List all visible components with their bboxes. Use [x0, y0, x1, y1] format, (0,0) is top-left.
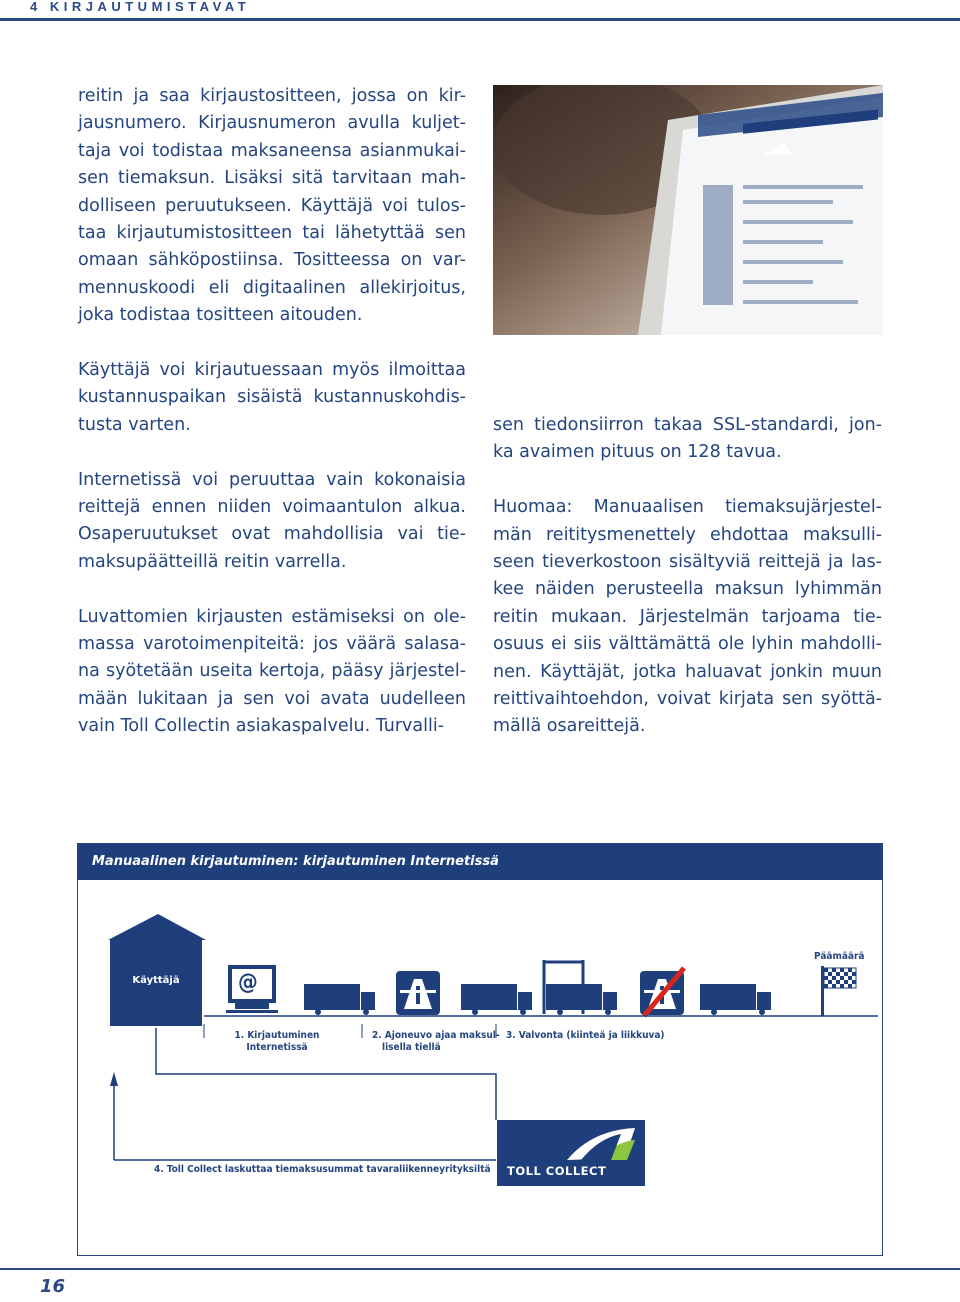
text-line: nen. Käyttäjät, jotka haluavat jonkin muun [493, 661, 882, 682]
step-3-label: 3. Valvonta (kiinteä ja liikkuva) [506, 1030, 665, 1041]
motorway-end-sign-icon [640, 968, 684, 1016]
text-line: maksupäätteillä reitin varrella. [78, 551, 347, 572]
text-line: mällä osareittejä. [493, 716, 646, 737]
step-2-label: 2. Ajoneuvo ajaa maksul- lisella tiellä [372, 1030, 500, 1053]
text-line: kustannuspaikan sisäistä kustannuskohdis- [78, 387, 466, 408]
footer-divider [0, 1268, 960, 1270]
text-line: reitin ja saa kirjaustositteen, jossa on kir- [78, 86, 466, 106]
text-line: seen tieverkostoon sisältyviä reittejä ja las- [493, 552, 882, 573]
text-line: sen tiedonsiirron takaa SSL-standardi, jon- [493, 415, 882, 435]
page-header [0, 0, 960, 16]
destination-label: Päämäärä [814, 951, 865, 962]
monitor-illustration [493, 85, 883, 335]
text-line: Huomaa: Manuaalisen tiemaksujärjestel- [493, 497, 882, 518]
paragraph [78, 357, 466, 439]
text-line: mään lukitaan ja sen voi avata uudelleen [78, 688, 466, 709]
text-line: Käyttäjä voi kirjautuessaan myös ilmoittaa [78, 360, 466, 381]
text-line: joka todistaa tositteen aitouden. [78, 305, 363, 326]
motorway-sign-icon [396, 971, 440, 1015]
finish-flag-icon [821, 966, 856, 1016]
user-label: Käyttäjä [132, 975, 180, 986]
text-line: kee näiden perusteella maksun lyhimmän [493, 579, 882, 600]
step-4-label: 4. Toll Collect laskuttaa tiemaksusummat tavaraliikenneyrityksiltä [154, 1164, 491, 1175]
paragraph [78, 604, 466, 741]
text-line: män reititysmenettely ehdottaa maksulli- [493, 524, 882, 545]
text-line: omaan sähköpostiinsa. Tositteessa on var- [78, 250, 466, 271]
paragraph [493, 494, 882, 741]
text-line: ka avaimen pituus on 128 tavua. [493, 442, 782, 463]
monitor-photo [493, 85, 883, 335]
text-line: reittivaihtoehdon, voivat kirjata sen syöttä- [493, 689, 882, 710]
text-line: na syötetään useita kertoja, pääsy järjestel- [78, 661, 466, 682]
right-column [493, 412, 882, 741]
left-column [78, 83, 466, 741]
truck-icons [304, 984, 771, 1015]
user-box [110, 940, 202, 1026]
text-line: vain Toll Collectin asiakaspalvelu. Turvalli- [78, 716, 445, 737]
text-line: massa varotoimenpiteitä: jos väärä salasa- [78, 634, 466, 655]
step-1-label: 1. Kirjautuminen Internetissä [234, 1030, 320, 1053]
text-line: reitin mukaan. Järjestelmän tarjoama tie- [493, 606, 882, 627]
truck-icon [304, 984, 375, 1015]
text-line: mennuskoodi eli digitaalinen allekirjoitus, [78, 277, 466, 298]
text-line: Osaperuutukset ovat mahdollisia vai tie- [78, 524, 466, 545]
paragraph [78, 467, 466, 577]
at-symbol: @ [238, 970, 258, 995]
text-line: Internetissä voi peruuttaa vain kokonaisia [78, 469, 466, 490]
header-divider [0, 18, 960, 21]
chapter-title: 4 KIRJAUTUMISTAVAT [30, 0, 251, 14]
truck-icon [700, 984, 771, 1015]
text-line: reittejä ennen niiden voimaantulon alkua. [78, 497, 466, 518]
process-diagram [77, 843, 883, 1256]
text-line: tusta varten. [78, 414, 191, 435]
arrow-icon [110, 1072, 118, 1086]
text-line: sen tiemaksun. Lisäksi sitä tarvitaan mah- [78, 168, 466, 189]
text-line: osuus ei siis välttämättä ole lyhin mahdolli- [493, 634, 882, 655]
text-line: Luvattomien kirjausten estämiseksi on ole- [78, 606, 466, 627]
page-number: 16 [40, 1276, 66, 1297]
paragraph [493, 412, 882, 467]
toll-collect-logo [497, 1120, 645, 1186]
text-line: jausnumero. Kirjausnumeron avulla kuljet- [78, 113, 466, 134]
toll-collect-text: TOLL COLLECT [507, 1164, 607, 1178]
text-line: taa kirjautumistositteen tai lähetyttää sen [78, 223, 466, 244]
truck-icon [461, 984, 532, 1015]
text-line: taja voi todistaa maksaneensa asianmukai- [78, 140, 466, 161]
diagram-title: Manuaalinen kirjautuminen: kirjautuminen Internetissä [92, 854, 499, 869]
paragraph [78, 83, 466, 330]
text-line: dolliseen peruutukseen. Käyttäjä voi tulos- [78, 195, 466, 216]
house-roof [108, 914, 206, 940]
